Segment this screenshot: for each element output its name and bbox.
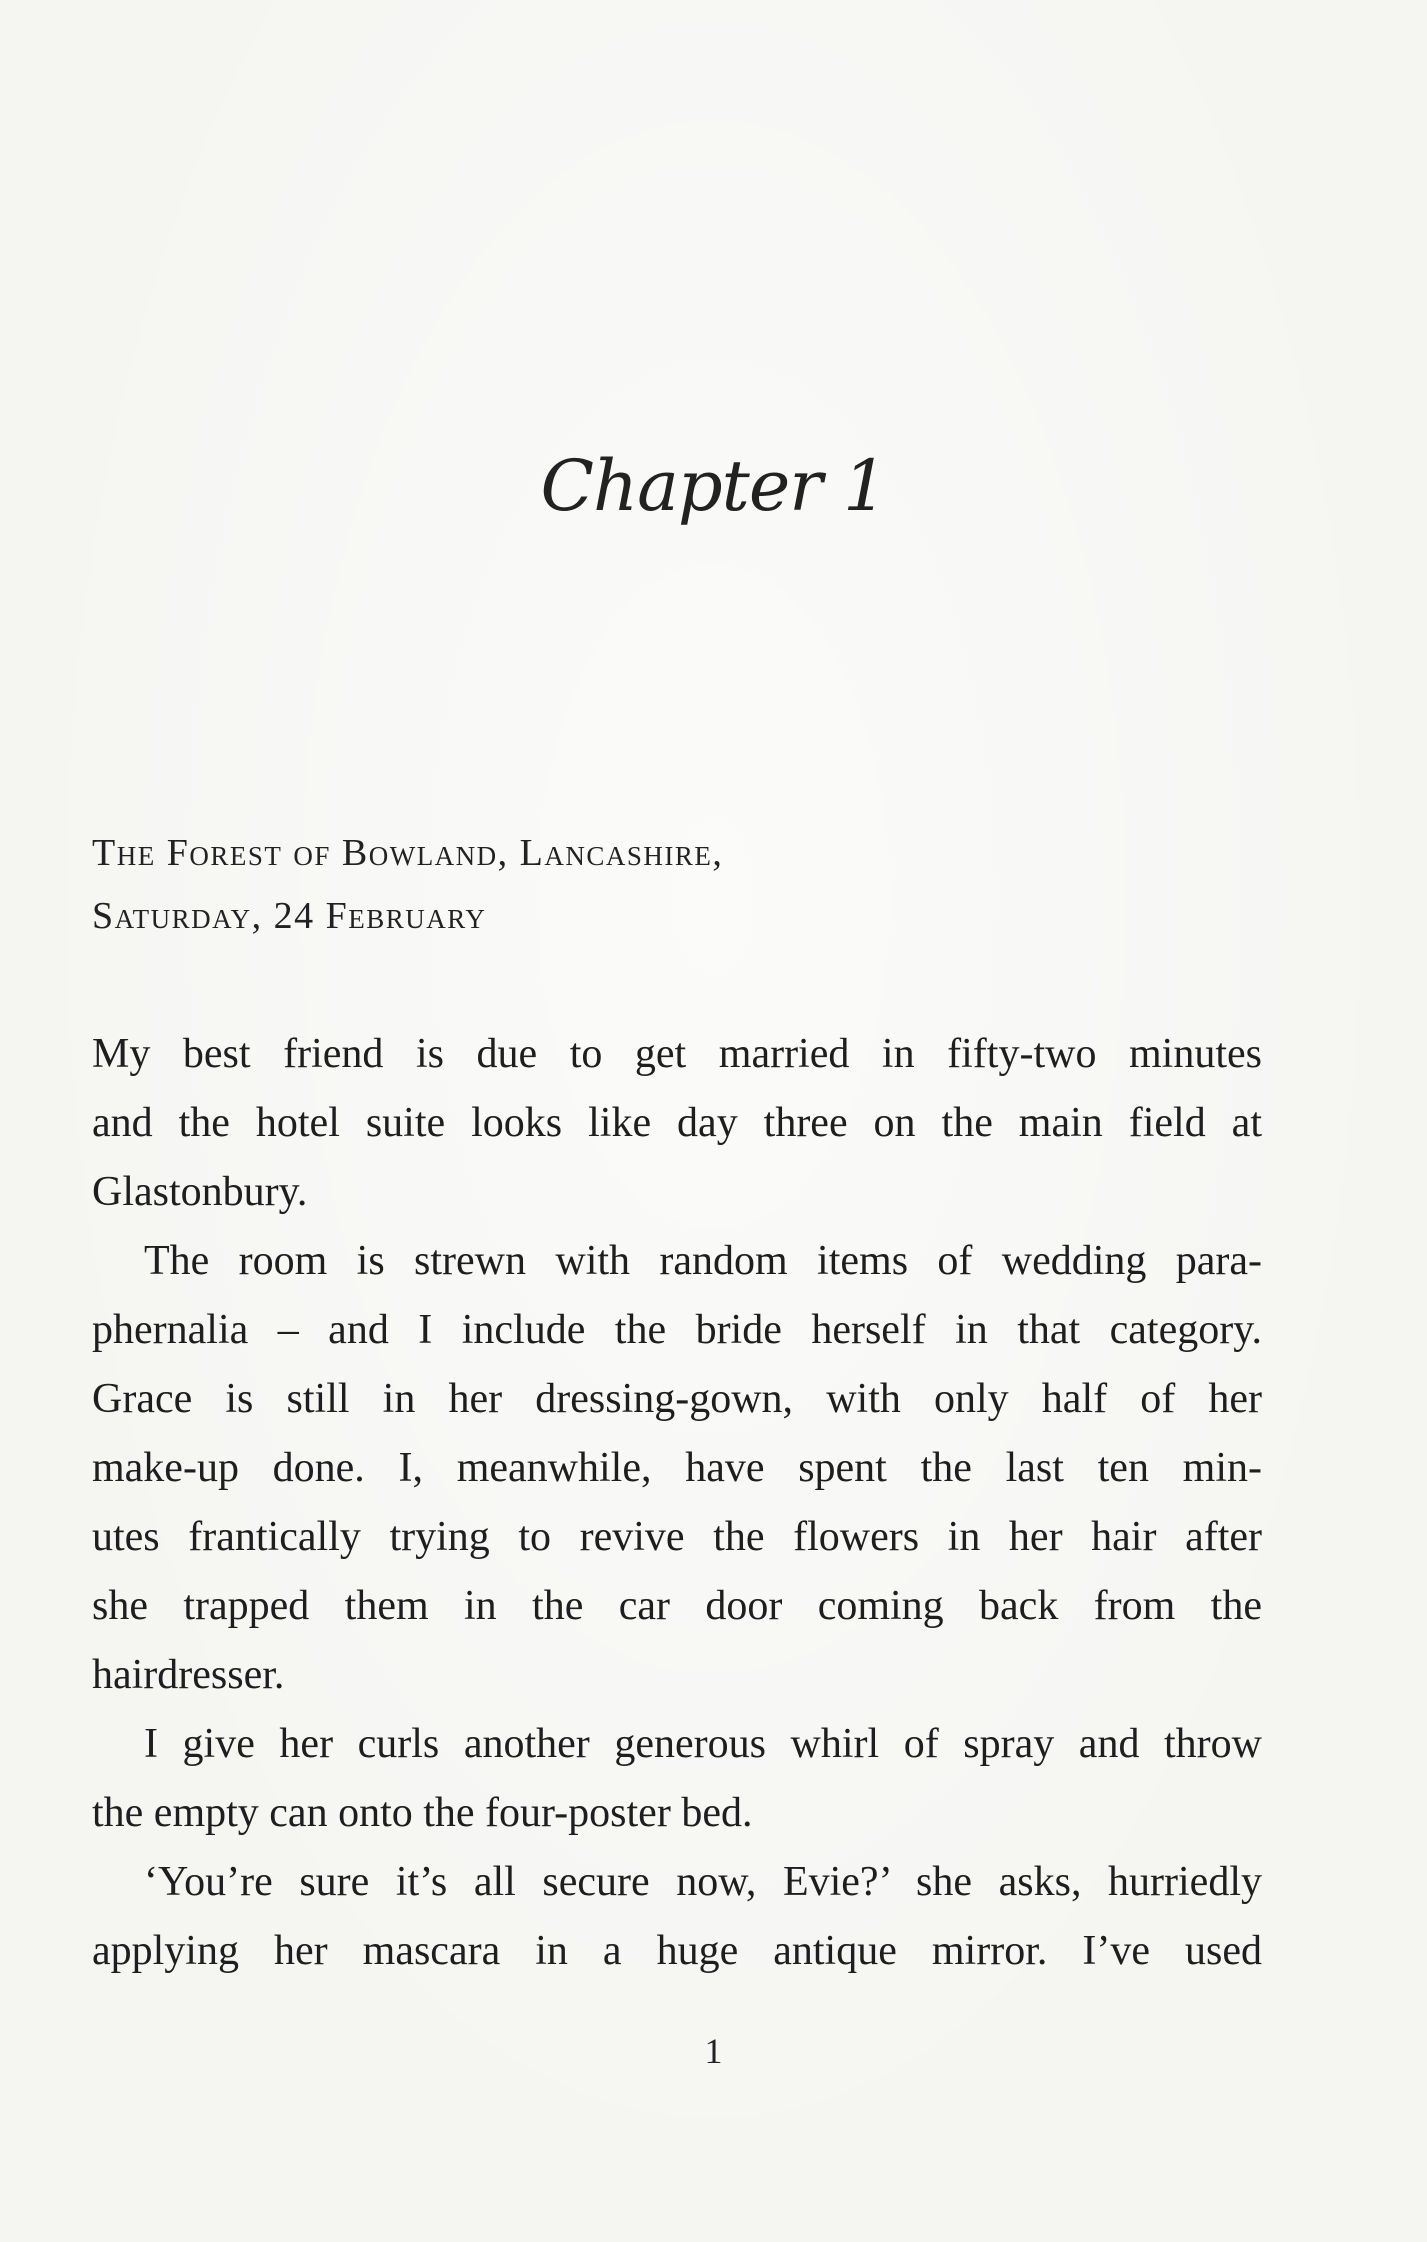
text-line: Grace is still in her dressing-gown, with only half of her <box>92 1376 1262 1422</box>
text-line: Glastonbury. <box>92 1169 308 1215</box>
location-heading <box>92 822 1262 948</box>
location-line-2: Saturday, 24 February <box>92 895 487 937</box>
text-line: the empty can onto the four-poster bed. <box>92 1790 753 1836</box>
text-line: I give her curls another generous whirl of spray and throw <box>144 1721 1262 1767</box>
text-line: applying her mascara in a huge antique mirror. I’ve used <box>92 1928 1262 1974</box>
text-line: make-up done. I, meanwhile, have spent the last ten min- <box>92 1445 1262 1491</box>
text-line: and the hotel suite looks like day three on the main field at <box>92 1100 1262 1146</box>
text-line: phernalia – and I include the bride herself in that category. <box>92 1307 1262 1353</box>
text-line: she trapped them in the car door coming back from the <box>92 1583 1262 1629</box>
text-line: The room is strewn with random items of wedding para- <box>144 1238 1262 1284</box>
location-line-1: The Forest of Bowland, Lancashire, <box>92 832 724 874</box>
text-line: ‘You’re sure it’s all secure now, Evie?’ she asks, hurriedly <box>144 1859 1262 1905</box>
page-number: 1 <box>704 2031 723 2071</box>
chapter-title: Chapter 1 <box>540 445 887 527</box>
text-line: My best friend is due to get married in fifty-two minutes <box>92 1031 1262 1077</box>
text-line: hairdresser. <box>92 1652 285 1698</box>
body-text <box>92 1020 1262 1986</box>
text-line: utes frantically trying to revive the flowers in her hair after <box>92 1514 1262 1560</box>
